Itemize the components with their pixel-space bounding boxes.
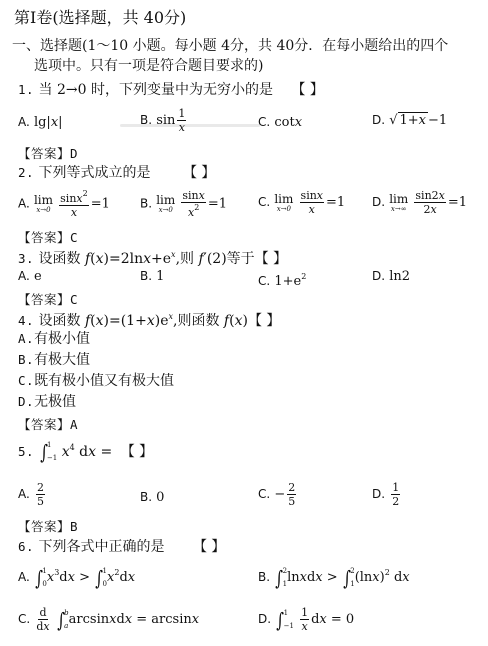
option-letter: A. xyxy=(18,570,30,584)
option-letter: D. xyxy=(372,487,386,501)
question-4-option-b xyxy=(18,352,90,368)
question-3-option-c: C. $1+e^2$ xyxy=(258,272,307,289)
question-1-stem xyxy=(18,82,324,98)
question-4-option-a xyxy=(18,331,90,347)
question-1-option-a: A. lg|x| xyxy=(18,115,63,130)
answer-value: D xyxy=(70,146,79,161)
question-5-option-c: C. − $\frac{2}{5}$ xyxy=(258,481,296,508)
question-4-number: 4. xyxy=(18,313,35,328)
question-2-text: 下列等式成立的是 xyxy=(38,165,151,181)
option-letter: B. xyxy=(140,490,153,504)
question-5-option-d: D. $\frac{1}{2}$ xyxy=(372,481,400,508)
option-letter: B. xyxy=(140,269,153,283)
option-text: 既有极小值又有极大值 xyxy=(34,373,175,389)
question-6-option-b: B. ∫ 2 1 lnxdx > ∫ 2 1 $(\ln x)^2$ dx xyxy=(258,565,410,590)
question-3-option-b: B. 1 xyxy=(140,269,165,284)
question-6-text: 下列各式中正确的是 xyxy=(38,539,165,555)
answer-value: C xyxy=(70,230,79,245)
question-2-option-c: C. lim x→0 $\frac{\sin x}{x}$ =1 xyxy=(258,189,346,216)
option-letter: D. xyxy=(258,612,272,626)
question-2-bracket: 【 】 xyxy=(182,165,216,181)
question-5-option-b: B. 0 xyxy=(140,490,165,505)
question-1-option-b: B. sin $\frac{1}{x}$ xyxy=(140,107,186,134)
section-intro-line2: 选项中。只有一项是符合题目要求的) xyxy=(34,58,264,74)
answer-label: 【答案】 xyxy=(18,146,71,161)
option-letter: C. xyxy=(258,195,271,209)
question-1-option-d: D. √ 1+x −1 xyxy=(372,113,448,128)
option-letter: A. xyxy=(18,196,30,211)
question-3-number: 3. xyxy=(18,251,35,266)
question-5-answer xyxy=(18,517,78,535)
answer-label: 【答案】 xyxy=(18,417,71,432)
question-4-bracket: 【 】 xyxy=(247,313,281,329)
answer-value: A xyxy=(70,417,79,432)
question-4-prefix: 设函数 xyxy=(38,313,81,329)
question-1-option-c: C. cotx xyxy=(258,115,303,130)
question-2-option-a: A. lim x→0 $\frac{\sin x^2}{x}$ =1 xyxy=(18,189,110,219)
option-letter: C. xyxy=(258,487,271,501)
option-letter: C. xyxy=(258,115,271,129)
option-letter: B. xyxy=(258,570,271,584)
question-3-prefix: 设函数 xyxy=(38,251,81,267)
option-letter: A. xyxy=(18,115,30,129)
question-4-option-d xyxy=(18,394,76,410)
option-text: 有极大值 xyxy=(34,352,91,368)
option-letter: C. xyxy=(258,274,271,288)
answer-value: B xyxy=(70,519,79,534)
question-6-option-a: A. ∫ 1 0 $x^3dx$ > ∫ 1 0 $x^2dx$ xyxy=(18,565,136,590)
option-letter: D. xyxy=(372,269,386,283)
question-5-option-a: A. $\frac{2}{5}$ xyxy=(18,481,44,508)
question-3-suffix: 等于 xyxy=(226,251,255,267)
question-1-bracket: 【 】 xyxy=(291,82,324,98)
part-title: 第Ⅰ卷(选择题，共 40分) xyxy=(14,8,187,27)
question-4-mid: ,则函数 xyxy=(173,313,220,329)
question-5-bracket: 【 】 xyxy=(120,444,154,460)
option-letter: B. xyxy=(18,352,35,367)
question-6-number: 6. xyxy=(18,539,35,554)
question-3-option-d: D. ln2 xyxy=(372,269,410,284)
option-letter: C. xyxy=(18,612,31,626)
question-4-option-c xyxy=(18,373,174,389)
option-letter: D. xyxy=(18,394,35,409)
question-5-stem: 5. ∫ 1 −1 $x^4$ dx = 【 】 xyxy=(18,440,154,464)
question-1-number: 1. xyxy=(18,82,35,97)
question-2-stem xyxy=(18,165,215,181)
question-3-answer xyxy=(18,290,78,308)
option-letter: A. xyxy=(18,331,35,346)
question-6-bracket: 【 】 xyxy=(192,539,226,555)
question-2-option-b: B. lim x→0 $\frac{\sin x}{x^2}$ =1 xyxy=(140,189,228,219)
answer-label: 【答案】 xyxy=(18,292,71,307)
question-3-bracket: 【 】 xyxy=(254,251,288,267)
question-3-option-a: A. e xyxy=(18,269,42,284)
option-letter: C. xyxy=(18,373,35,388)
question-5-number: 5. xyxy=(18,444,35,459)
question-6-option-d: D. ∫ 1 −1 $\frac{1}{x}$ dx = 0 xyxy=(258,606,355,633)
option-letter: B. xyxy=(140,196,153,211)
answer-label: 【答案】 xyxy=(18,519,71,534)
answer-label: 【答案】 xyxy=(18,230,71,245)
question-2-option-d: D. lim x→∞ $\frac{\sin 2x}{2x}$ =1 xyxy=(372,189,468,216)
question-6-stem xyxy=(18,539,225,555)
question-2-number: 2. xyxy=(18,165,35,180)
question-1-answer xyxy=(18,144,78,162)
question-2-answer xyxy=(18,228,78,246)
question-1-text: 当 2→0 时，下列变量中为无穷小的是 xyxy=(38,82,273,98)
option-letter: A. xyxy=(18,487,30,501)
option-letter: A. xyxy=(18,269,30,283)
answer-value: C xyxy=(70,292,79,307)
option-text: 有极小值 xyxy=(34,331,91,347)
option-letter: D. xyxy=(372,113,386,127)
question-6-option-c: C. $\frac{d}{dx}$ ∫ b a arcsinxdx = arcsinx xyxy=(18,606,200,633)
option-letter: B. xyxy=(140,113,153,127)
option-text: 无极值 xyxy=(34,394,77,410)
question-4-stem: 4. 设函数 $f(x)=(1+x)e^x$,则函数 f(x)【 】 xyxy=(18,312,281,329)
question-3-stem: 3. 设函数 $f(x)=2\ln x+e^x$,则 f′(2)等于【 】 xyxy=(18,250,288,267)
question-4-answer xyxy=(18,415,78,433)
section-intro: 一、选择题(1～10 小题。每小题 4分，共 40分．在每小题给出的四个 xyxy=(12,38,449,54)
option-letter: D. xyxy=(372,195,386,209)
